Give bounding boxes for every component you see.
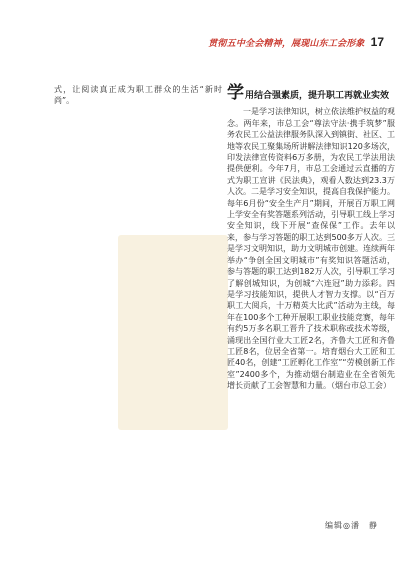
section-heading (227, 84, 395, 102)
right-column (227, 84, 395, 392)
left-column-text: 式，让阅读真正成为职工群众的生活“新时尚”。 (54, 85, 222, 106)
source-note: （烟台市总工会） (331, 381, 391, 391)
background-watermark (118, 235, 228, 430)
section-heading-text: 用结合强素质，提升职工再就业实效 (245, 91, 390, 101)
header-slogan: 贯彻五中全会精神，展现山东工会形象 (208, 38, 365, 49)
left-column (54, 84, 222, 107)
page-number: 17 (370, 35, 384, 49)
section-heading-first-char: 学 (227, 83, 244, 103)
right-column-text (227, 106, 395, 391)
right-column-body: 一是学习法律知识，树立依法维护权益的观念。两年来，市总工会“尊法守法·携手筑梦”服务农民工公益法律服务队深入到镇街、社区、工地等农民工聚集场所讲解法律知识120多场次，印发法律宣传资料6万多册，为农民工学法用法提供便利。今年7月，市总工会通过云直播的方式为职工宣讲《民法典》，观看人数达到23.3万人次。二是学习安全知识，提高自我保护能力。每年6月份“安全生产月”期间，开展百万职工网上学安全有奖答题系列活动，引导职工线上学习安全知识，线下开展“查保保”工作。去年以来，参与学习答题的职工达到500多万人次。三是学习文明知识，助力文明城市创建。连续两年举办“争创全国文明城市”有奖知识答题活动，参与答题的职工达到182万人次，引导职工学习了解创城知识，为创城“六连冠”助力添彩。四是学习技能知识，提供人才智力支撑。以“百万职工大阅兵，十万精英大比武”活动为主线，每年在100多个工种开展职工职业技能竞赛，每年有约5万多名职工晋升了技术职称或技术等级，涌现出全国行业大工匠2名，齐鲁大工匠和齐鲁工匠8名，位居全省第一。培育烟台大工匠和工匠40名，创建“工匠孵化工作室”“劳模创新工作室”2400多个，为推动烟台制造业在全省领先增长贡献了工会智慧和力量。 (227, 107, 395, 391)
editor-credit: 编辑◎潘 静 (325, 521, 378, 530)
page-header (208, 34, 384, 50)
